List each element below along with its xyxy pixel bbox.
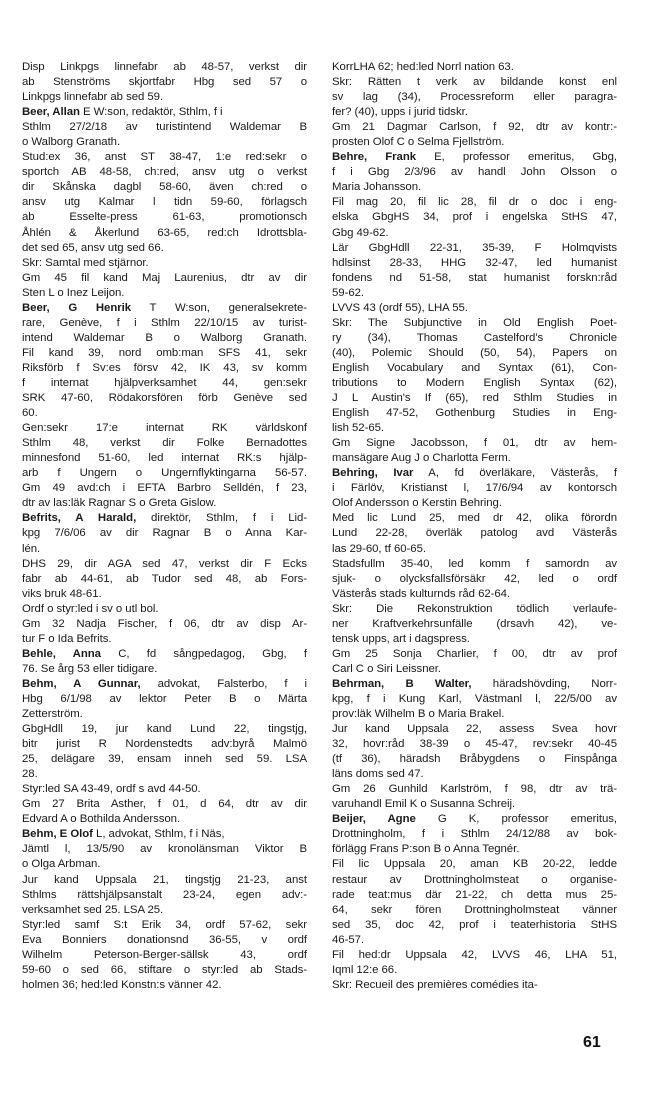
entry-headword: Behm, A Gunnar,: [22, 677, 141, 690]
entry-paragraph: Behm, E Olof L, advokat, Sthlm, f i Näs, Jämtl l, 13/5/90 av kronolänsman Viktor B o Olga Arbman.: [22, 828, 307, 871]
dictionary-entry: [22, 827, 307, 993]
dictionary-entry: [22, 105, 307, 301]
entry-paragraph: Lär GbgHdll 22-31, 35-39, F Holmqvists hdlsinst 28-33, HHG 32-47, led humanist fondens nd 51-58, stat humanist forskn:råd 59-62.: [332, 241, 617, 299]
dictionary-entry: [332, 677, 617, 812]
entry-paragraph: Gm Signe Jacobsson, f 01, dtr av hem- mansägare Aug J o Charlotta Ferm.: [332, 437, 617, 465]
dictionary-entry: [22, 677, 307, 827]
entry-paragraph: Styr:led samf S:t Erik 34, ordf 57-62, sekr Eva Bonniers donationsnd 36-55, v ordf Wilhelm Peterson-Berger-sällsk 43, ordf 59-60 o sed 66, stiftare o styr:led ab Stads- holmen 36; hed:led Konstn:s vänner 42.: [22, 918, 307, 991]
entry-headword: Behm, E Olof: [22, 828, 93, 841]
entry-paragraph: Gm 27 Brita Asther, f 01, d 64, dtr av dir Edvard A o Bothilda Andersson.: [22, 798, 307, 826]
entry-paragraph: Beer, Allan E W:son, redaktör, Sthlm, f i Sthlm 27/2/18 av turistintend Waldemar B o Walborg Granath.: [22, 106, 307, 149]
entry-paragraph: Behrman, B Walter, häradshövding, Norr- kpg, f i Kung Karl, Västmanl l, 22/5/00 av prov:läk Wilhelm B o Maria Brakel.: [332, 677, 617, 721]
entry-paragraph: Gm 26 Gunhild Karlström, f 98, dtr av trä- varuhandl Emil K o Susanna Schreij.: [332, 783, 617, 811]
entry-paragraph: Skr: Rätten t verk av bildande konst enl sv lag (34), Processreform eller paragra- fer? (40), upps i jurid tidskr.: [332, 76, 617, 119]
entry-headword: Beer, G Henrik: [22, 301, 132, 314]
dictionary-entry: [332, 60, 617, 150]
page-number: 61: [583, 1034, 601, 1051]
entry-paragraph: Skr: Samtal med stjärnor.: [22, 256, 149, 269]
entry-paragraph: Fil mag 20, fil lic 28, fil dr o doc i eng- elska GbgHS 34, prof i engelska StHS 47, Gbg 49-62.: [332, 196, 617, 239]
entry-headword: Behre, Frank: [332, 151, 417, 164]
entry-paragraph: Skr: Die Rekonstruktion tödlich verlaufe- ner Kraftverkehrsunfälle (drsavh 42), ve- tensk upps, art i dagspress.: [332, 602, 617, 645]
entry-headword: Behrman, B Walter,: [332, 677, 472, 690]
entry-paragraph: Behle, Anna C, fd sångpedagog, Gbg, f 76. Se årg 53 eller tidigare.: [22, 647, 307, 675]
entry-headword: Behle, Anna: [22, 647, 101, 660]
entry-paragraph: Ordf o styr:led i sv o utl bol.: [22, 602, 159, 615]
entry-paragraph: Skr: The Subjunctive in Old English Poet- ry (34), Thomas Castelford's Chronicle (40), Polemic Should (50, 54), Papers on English Vocabulary and Syntax (61), Con- tributions to Modern English Syntax (62), J L Austin's If (65), red Sthlm Studies in English 47-52, Gothenburg Studies in Eng- lish 52-65.: [332, 316, 617, 435]
entry-paragraph: Disp Linkpgs linnefabr ab 48-57, verkst dir ab Stenströms skjortfabr Hbg sed 57 o Linkpgs linnefabr ab sed 59.: [22, 61, 307, 104]
entry-paragraph: Jur kand Uppsala 21, tingstjg 21-23, anst Sthlms rättshjälpsanstalt 23-24, egen adv:- verksamhet sed 25. LSA 25.: [22, 873, 307, 916]
entry-paragraph: Behre, Frank E, professor emeritus, Gbg, f i Gbg 2/3/96 av handl John Olsson o Maria Johansson.: [332, 151, 617, 194]
left-column: [22, 60, 307, 993]
dictionary-entry: [332, 150, 617, 466]
entry-paragraph: Styr:led SA 43-49, ordf s avd 44-50.: [22, 783, 201, 796]
entry-paragraph: Gm 45 fil kand Maj Laurenius, dtr av dir Sten L o Inez Leijon.: [22, 271, 307, 299]
entry-paragraph: Med lic Lund 25, med dr 42, olika förordn Lund 22-28, överläk patolog avd Västerås las 29-60, tf 60-65.: [332, 512, 617, 555]
entry-paragraph: Fil lic Uppsala 20, aman KB 20-22, ledde restaur av Drottningholmsteat o organise- rade teat:mus där 21-22, ch detta mus 25- 64, sekr fören Drottningholmsteat vänner sed 35, doc 42, prof i teaterhistoria StHS 46-57.: [332, 858, 617, 946]
dictionary-entry: [22, 647, 307, 677]
dictionary-entry: [22, 511, 307, 646]
entry-paragraph: Stadsfullm 35-40, led komm f samordn av sjuk- o olycksfallsförsäkr 42, led o ordf Västerås stads kulturnds råd 62-64.: [332, 557, 617, 600]
entry-paragraph: Gen:sekr 17:e internat RK världskonf Sthlm 48, verkst dir Folke Bernadottes minnesfond 51-60, led internat RK:s hjälp- arb f Ungern o Ungernflyktingarna 56-57. Gm 49 avd:ch i EFTA Barbro Selldén, f 23, dtr av las:läk Ragnar S o Greta Gislow.: [22, 422, 307, 510]
entry-paragraph: Fil hed:dr Uppsala 42, LVVS 46, LHA 51, Iqml 12:e 66.: [332, 948, 617, 976]
entry-paragraph: Befrits, A Harald, direktör, Sthlm, f i Lid- kpg 7/6/06 av dir Ragnar B o Anna Kar- lén.: [22, 512, 307, 555]
dictionary-entry: [22, 301, 307, 512]
entry-paragraph: Behring, Ivar A, fd överläkare, Västerås, f i Färlöv, Kristianst l, 17/6/94 av kontorsch Olof Andersson o Kerstin Behring.: [332, 467, 617, 510]
entry-paragraph: Gm 21 Dagmar Carlson, f 92, dtr av kontr:- prosten Olof C o Selma Fjellström.: [332, 121, 617, 149]
entry-paragraph: Jur kand Uppsala 22, assess Svea hovr 32, hovr:råd 38-39 o 45-47, rev:sekr 40-45 (tf 36), häradsh Bråbygdens o Finspånga läns doms sed 47.: [332, 723, 617, 781]
entry-paragraph: Beijer, Agne G K, professor emeritus, Drottningholm, f i Sthlm 24/12/88 av bok- förlägg Frans P:son B o Anna Tegnér.: [332, 813, 617, 856]
entry-paragraph: LVVS 43 (ordf 55), LHA 55.: [332, 301, 468, 314]
entry-headword: Behring, Ivar: [332, 467, 414, 480]
dictionary-entry: [22, 60, 307, 105]
entry-paragraph: DHS 29, dir AGA sed 47, verkst dir F Ecks fabr ab 44-61, ab Tudor sed 48, ab Fors- viks bruk 48-61.: [22, 557, 307, 600]
entry-paragraph: KorrLHA 62; hed:led Norrl nation 63.: [332, 61, 514, 73]
entry-paragraph: GbgHdll 19, jur kand Lund 22, tingstjg, bitr jurist R Nordenstedts adv:byrå Malmö 25, delägare 39, ensam inneh sed 59. LSA 28.: [22, 723, 307, 781]
entry-headword: Beer, Allan: [22, 106, 80, 119]
entry-paragraph: Beer, G Henrik T W:son, generalsekrete- rare, Genève, f i Sthlm 22/10/15 av turist- intend Waldemar B o Walborg Granath. Fil kand 39, nord omb:man SFS 41, sekr Riksförb f Sv:es försv 42, IK 43, sv komm f internat hjälpverksamhet 44, gen:sekr SRK 47-60, Rödakorsfören förb Genève sed 60.: [22, 301, 307, 420]
entry-headword: Beijer, Agne: [332, 813, 416, 826]
right-column: [332, 60, 617, 993]
dictionary-entry: [332, 812, 617, 993]
entry-paragraph: Gm 25 Sonja Charlier, f 00, dtr av prof Carl C o Siri Leissner.: [332, 647, 617, 675]
entry-paragraph: Stud:ex 36, anst ST 38-47, 1:e red:sekr o sportch AB 48-58, ch:red, ansv utg o verkst dir Skånska dagbl 58-60, även ch:red o ansv utg Kalmar l tidn 59-60, förlagsch ab Esselte-press 61-63, promotionsch Åhlén & Åkerlund 63-65, red:ch Idrottsbla- det sed 65, ansv utg sed 66.: [22, 151, 307, 254]
entry-paragraph: Behm, A Gunnar, advokat, Falsterbo, f i Hbg 6/1/98 av lektor Peter B o Märta Zetterström.: [22, 677, 307, 721]
entry-headword: Befrits, A Harald,: [22, 512, 137, 525]
entry-paragraph: Skr: Recueil des premières comédies ita-: [332, 978, 538, 991]
dictionary-entry: [332, 466, 617, 677]
entry-paragraph: Gm 32 Nadja Fischer, f 06, dtr av disp Ar- tur F o Ida Befrits.: [22, 617, 307, 645]
